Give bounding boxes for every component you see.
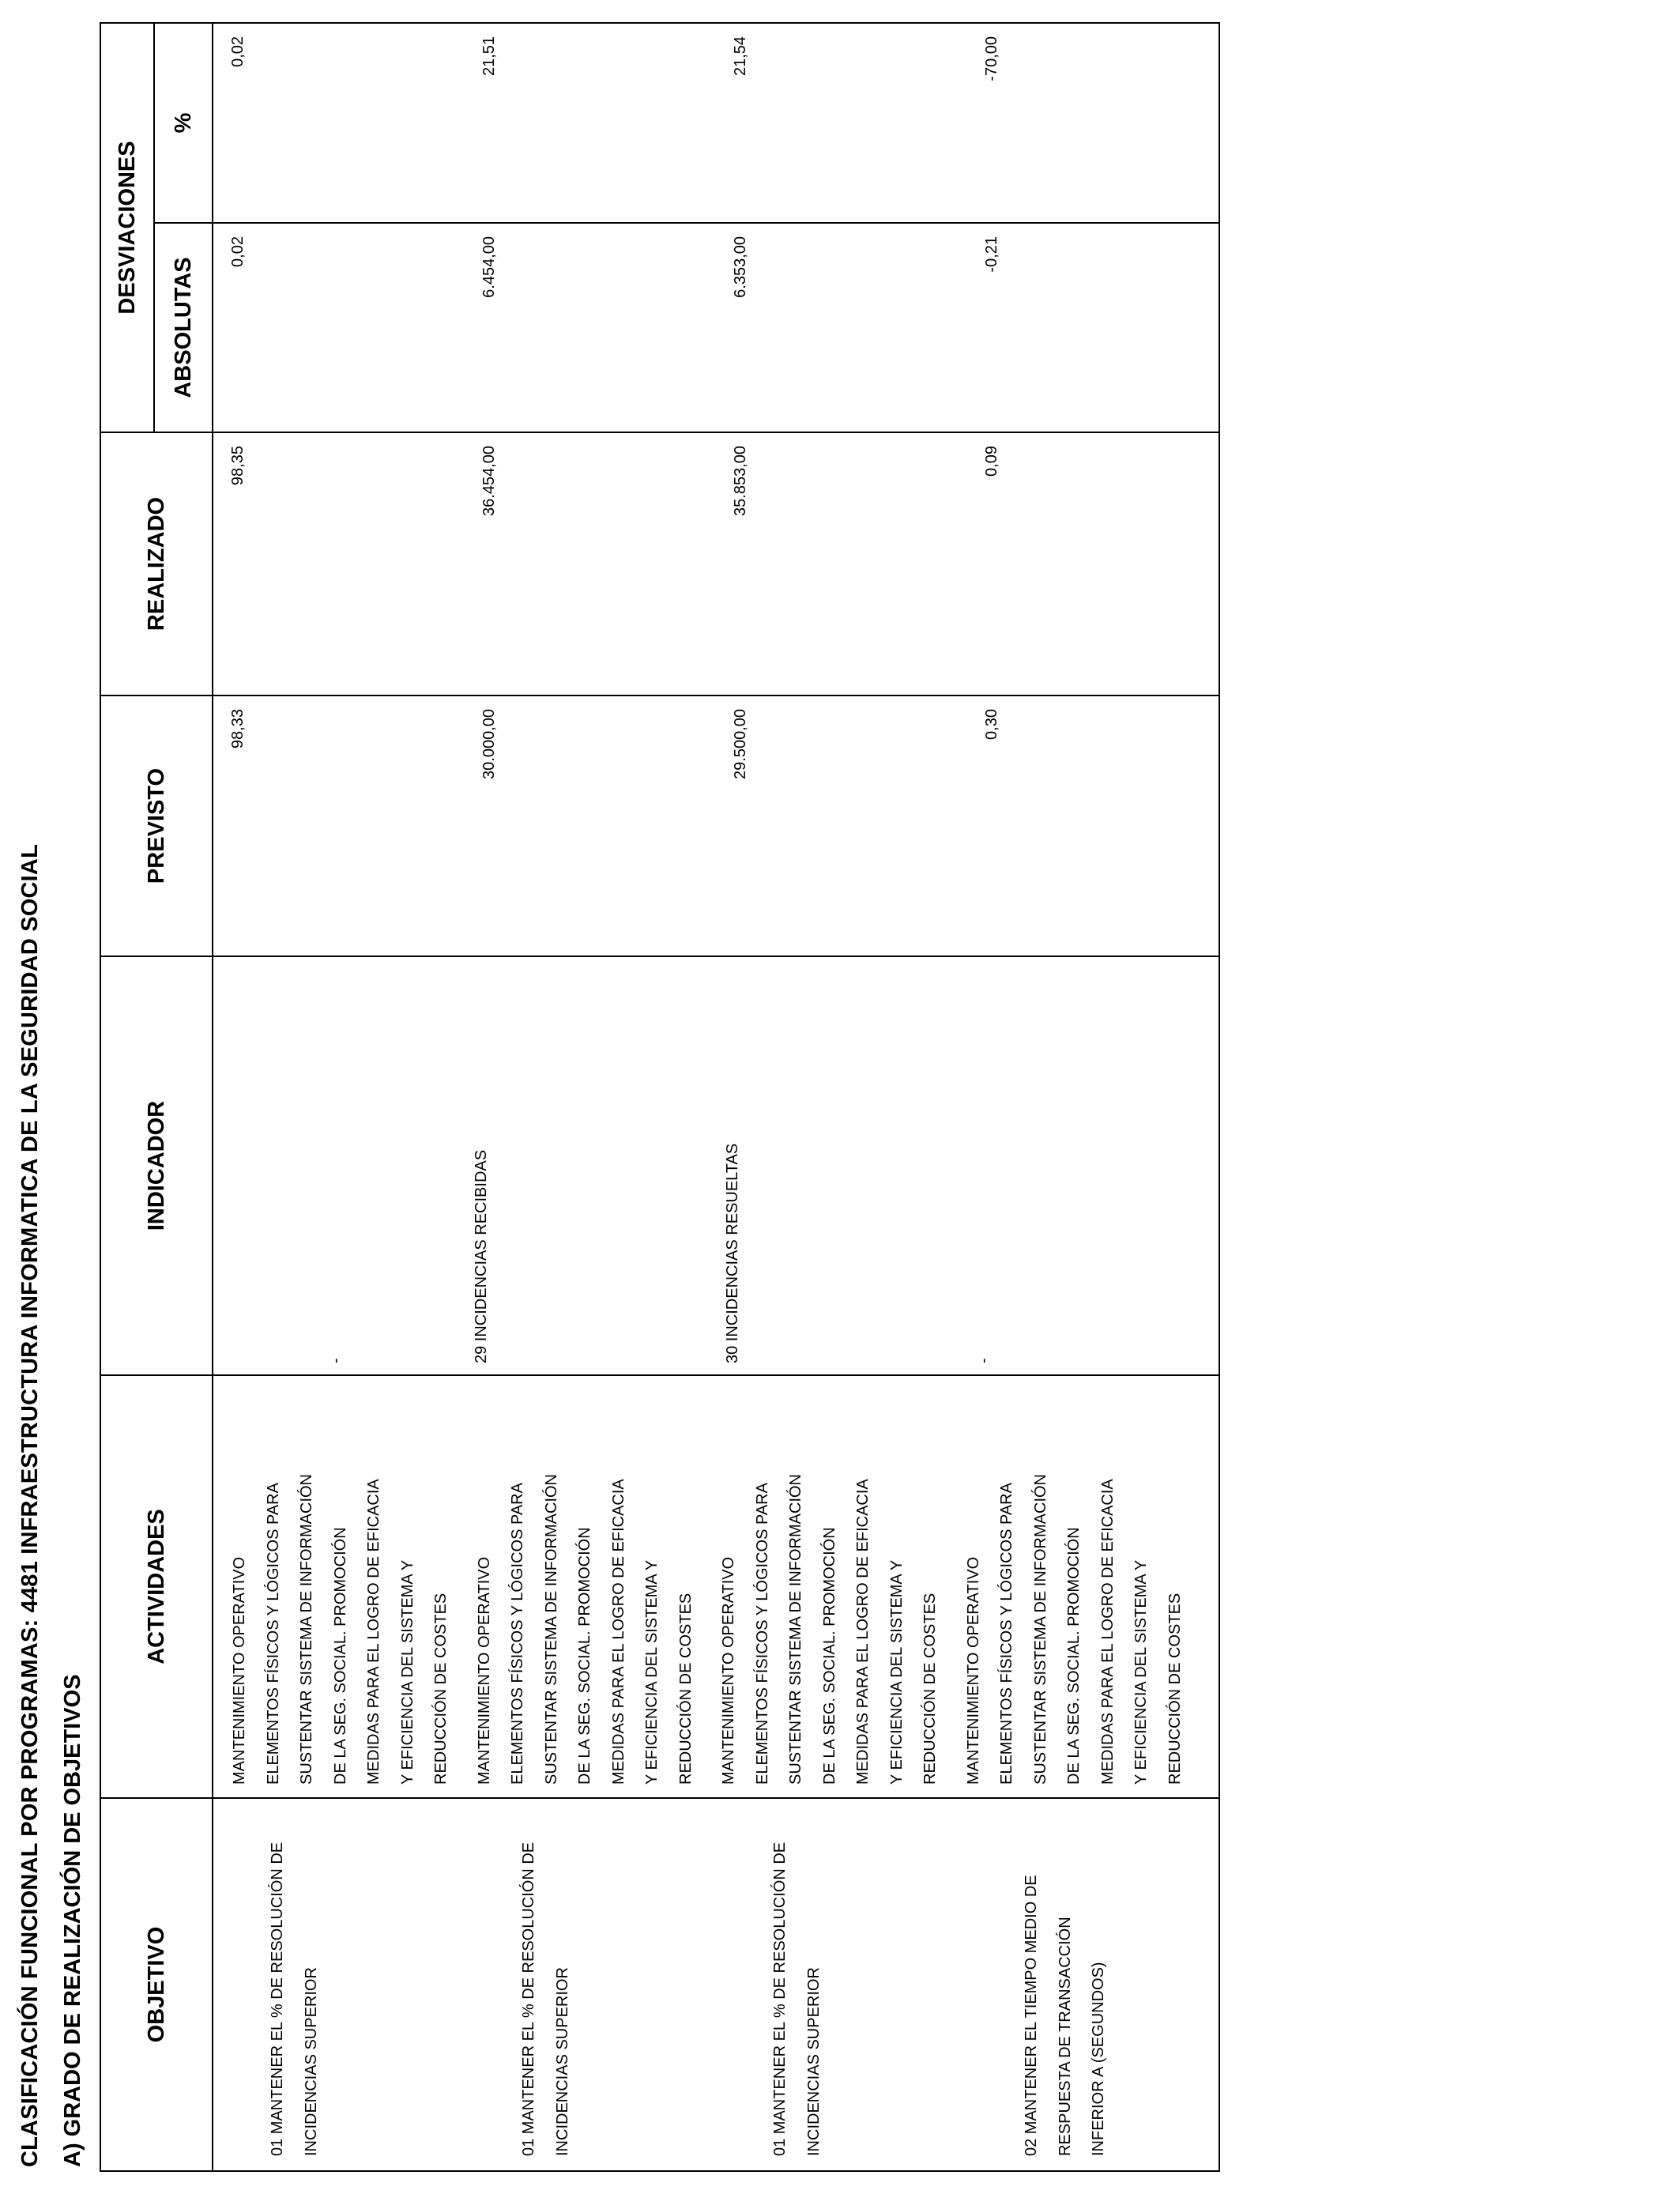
- indicador-block: [213, 957, 465, 1374]
- absolutas-value: -0,21: [983, 236, 1000, 273]
- objetivo-column: [213, 1798, 1219, 2171]
- previsto-value: 98,33: [229, 709, 247, 749]
- absolutas-block: [716, 224, 967, 432]
- realizado-block: [716, 433, 967, 695]
- header-realizado: REALIZADO: [100, 432, 213, 696]
- porcentaje-value: 21,51: [480, 36, 498, 77]
- objectives-table: [100, 22, 1220, 2172]
- report-title: CLASIFICACIÓN FUNCIONAL POR PROGRAMAS: 4481 INFRAESTRUCTURA INFORMATICA DE LA SEGURIDAD SOCIAL: [17, 844, 43, 2167]
- indicador-cell: -: [327, 1358, 345, 1363]
- actividades-cell: MANTENIMIENTO OPERATIVO ELEMENTOS FÍSICOS Y LÓGICOS PARA SUSTENTAR SISTEMA DE INFORMACIÓN DE LA SEG. SOCIAL. PROMOCIÓN MEDIDAS PARA EL LOGRO DE EFICACIA Y EFICIENCIA DEL SISTEMA Y REDUCCIÓN DE COSTES: [231, 1474, 450, 1785]
- porcentaje-value: 21,54: [732, 36, 749, 77]
- header-previsto: PREVISTO: [100, 696, 213, 956]
- absolutas-block: [465, 224, 716, 432]
- objetivo-cell: 01 MANTENER EL % DE RESOLUCIÓN DE INCIDENCIAS SUPERIOR: [520, 1842, 571, 2156]
- report-page: [0, 16, 1233, 2181]
- actividades-column: [213, 1375, 1219, 1798]
- realizado-block: [213, 433, 465, 695]
- previsto-value: 0,30: [983, 709, 1000, 740]
- header-actividades: ACTIVIDADES: [100, 1375, 213, 1798]
- previsto-value: 29.500,00: [732, 709, 749, 779]
- realizado-value: 35.853,00: [732, 446, 749, 516]
- table-row-1: [213, 1799, 465, 2170]
- porcentaje-block: [465, 24, 716, 222]
- actividades-cell: MANTENIMIENTO OPERATIVO ELEMENTOS FÍSICOS Y LÓGICOS PARA SUSTENTAR SISTEMA DE INFORMACIÓN DE LA SEG. SOCIAL. PROMOCIÓN MEDIDAS PARA EL LOGRO DE EFICACIA Y EFICIENCIA DEL SISTEMA Y REDUCCIÓN DE COSTES: [475, 1474, 695, 1785]
- indicador-block: [716, 957, 967, 1374]
- actividades-cell: MANTENIMIENTO OPERATIVO ELEMENTOS FÍSICOS Y LÓGICOS PARA SUSTENTAR SISTEMA DE INFORMACIÓN DE LA SEG. SOCIAL. PROMOCIÓN MEDIDAS PARA EL LOGRO DE EFICACIA Y EFICIENCIA DEL SISTEMA Y REDUCCIÓN DE COSTES: [964, 1474, 1184, 1785]
- header-porcentaje: %: [154, 23, 213, 223]
- absolutas-block: [967, 224, 1219, 432]
- header-desviaciones: DESVIACIONES: [100, 23, 154, 432]
- porcentaje-block: [716, 24, 967, 222]
- porcentaje-block: [967, 24, 1219, 222]
- realizado-column: [213, 432, 1219, 696]
- indicador-cell: 30 INCIDENCIAS RESUELTAS: [724, 1143, 741, 1363]
- absolutas-column: [213, 223, 1219, 432]
- table-body: [213, 23, 1219, 2171]
- indicador-block: [967, 957, 1219, 1374]
- previsto-value: 30.000,00: [480, 709, 498, 779]
- previsto-block: [967, 696, 1219, 956]
- realizado-value: 98,35: [229, 446, 247, 486]
- absolutas-value: 0,02: [229, 236, 247, 267]
- realizado-block: [465, 433, 716, 695]
- previsto-block: [716, 696, 967, 956]
- porcentaje-value: -70,00: [983, 36, 1000, 81]
- previsto-block: [465, 696, 716, 956]
- absolutas-block: [213, 224, 465, 432]
- porcentaje-block: [213, 24, 465, 222]
- objetivo-cell: 01 MANTENER EL % DE RESOLUCIÓN DE INCIDENCIAS SUPERIOR: [771, 1842, 823, 2156]
- indicador-block: [465, 957, 716, 1374]
- table-row-2: [465, 1799, 716, 2170]
- header-objetivo: OBJETIVO: [100, 1798, 213, 2171]
- absolutas-value: 6.454,00: [480, 236, 498, 298]
- table-row-3: [716, 1799, 967, 2170]
- previsto-column: [213, 696, 1219, 956]
- actividades-cell: MANTENIMIENTO OPERATIVO ELEMENTOS FÍSICOS Y LÓGICOS PARA SUSTENTAR SISTEMA DE INFORMACIÓN DE LA SEG. SOCIAL. PROMOCIÓN MEDIDAS PARA EL LOGRO DE EFICACIA Y EFICIENCIA DEL SISTEMA Y REDUCCIÓN DE COSTES: [720, 1474, 939, 1785]
- indicador-column: [213, 956, 1219, 1375]
- objetivo-cell: 02 MANTENER EL TIEMPO MEDIO DE RESPUESTA DE TRANSACCIÓN INFERIOR A (SEGUNDOS): [1023, 1875, 1107, 2156]
- table-row-4: [967, 1799, 1219, 2170]
- previsto-block: [213, 696, 465, 956]
- header-absolutas: ABSOLUTAS: [154, 223, 213, 432]
- objetivo-cell: 01 MANTENER EL % DE RESOLUCIÓN DE INCIDENCIAS SUPERIOR: [269, 1842, 320, 2156]
- realizado-value: 0,09: [983, 446, 1000, 477]
- realizado-value: 36.454,00: [480, 446, 498, 516]
- porcentaje-column: [213, 23, 1219, 223]
- indicador-cell: 29 INCIDENCIAS RECIBIDAS: [473, 1149, 490, 1363]
- header-indicador: INDICADOR: [100, 956, 213, 1375]
- realizado-block: [967, 433, 1219, 695]
- absolutas-value: 6.353,00: [732, 236, 749, 298]
- porcentaje-value: 0,02: [229, 36, 247, 67]
- indicador-cell: -: [975, 1358, 993, 1363]
- section-subtitle: A) GRADO DE REALIZACIÓN DE OBJETIVOS: [60, 1674, 85, 2167]
